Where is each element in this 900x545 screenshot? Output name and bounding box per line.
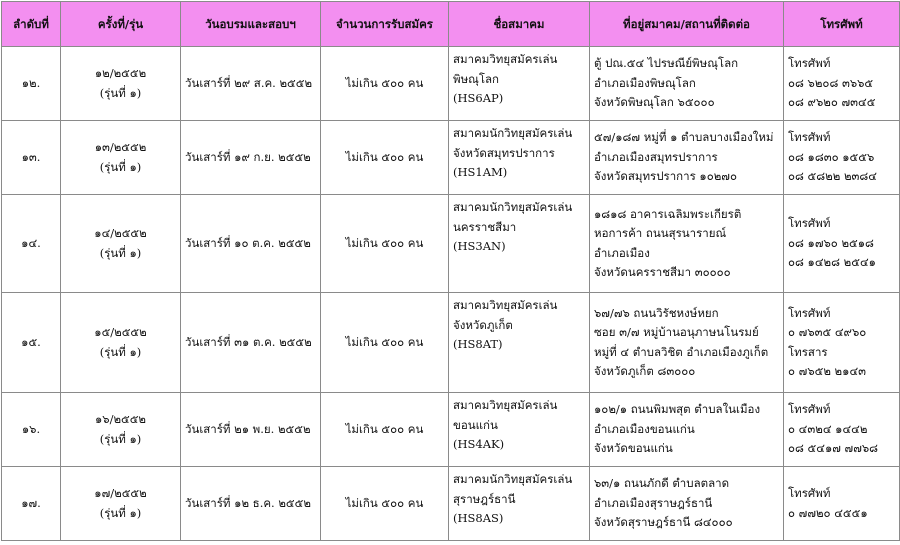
address-line: ๑๐๒/๑ ถนนพิมพสุต ตำบลในเมือง xyxy=(594,402,761,417)
address-line: จังหวัดพิษณุโลก ๖๕๐๐๐ xyxy=(594,95,715,110)
fax-number: ๐ ๗๖๕๒ ๒๑๔๓ xyxy=(788,364,867,378)
row-round xyxy=(61,467,181,541)
address-line: ๕๗/๑๘๗ หมู่ที่ ๑ ตำบลบางเมืองใหม่ xyxy=(594,130,774,145)
table-row xyxy=(2,195,900,293)
association-line: ขอนแก่น xyxy=(453,417,498,432)
association-line: พิษณุโลก xyxy=(453,71,500,86)
row-no: ๑๕. xyxy=(2,293,61,393)
phone-number: ๐๘ ๑๔๒๘ ๒๕๔๑ xyxy=(788,255,876,270)
row-phone xyxy=(784,393,900,467)
row-no: ๑๓. xyxy=(2,121,61,195)
fax-label: โทรสาร xyxy=(788,344,828,359)
address-line: จังหวัดสุราษฎร์ธานี ๘๔๐๐๐ xyxy=(594,515,733,530)
row-no: ๑๖. xyxy=(2,393,61,467)
header-capacity: จำนวนการรับสมัคร xyxy=(321,2,449,47)
header-association: ชื่อสมาคม xyxy=(449,2,590,47)
phone-label: โทรศัพท์ xyxy=(788,305,831,320)
association-callsign: (HS3AN) xyxy=(453,239,506,253)
association-line: สุราษฎร์ธานี xyxy=(453,491,516,506)
association-line: จังหวัดภูเก็ต xyxy=(453,317,513,332)
round-number: ๑๒/๒๕๕๒ xyxy=(94,66,147,80)
round-number: ๑๓/๒๕๕๒ xyxy=(94,140,147,154)
row-date: วันเสาร์ที่ ๑๐ ต.ค. ๒๕๕๒ xyxy=(181,195,321,293)
address-line: อำเภอเมือง xyxy=(594,245,650,260)
round-batch: (รุ่นที่ ๑) xyxy=(99,245,142,260)
row-capacity: ไม่เกิน ๕๐๐ คน xyxy=(321,47,449,121)
row-round xyxy=(61,47,181,121)
address-line: จังหวัดขอนแก่น xyxy=(594,441,673,456)
row-round xyxy=(61,195,181,293)
header-round: ครั้งที่/รุ่น xyxy=(61,2,181,47)
row-association xyxy=(449,293,590,393)
address-line: อำเภอเมืองพิษณุโลก xyxy=(594,75,696,90)
address-line: ๑๘๑๘ อาคารเฉลิมพระเกียรติ xyxy=(594,206,742,221)
row-association xyxy=(449,121,590,195)
phone-label: โทรศัพท์ xyxy=(788,216,831,231)
table-row xyxy=(2,393,900,467)
phone-number: ๐ ๔๓๒๔ ๑๔๔๒ xyxy=(788,421,868,436)
round-batch: (รุ่นที่ ๑) xyxy=(99,431,142,446)
row-address xyxy=(590,467,784,541)
row-association xyxy=(449,393,590,467)
row-round xyxy=(61,293,181,393)
association-callsign: (HS8AT) xyxy=(453,337,503,351)
round-number: ๑๖/๒๕๕๒ xyxy=(94,412,147,426)
row-date: วันเสาร์ที่ ๒๙ ส.ค. ๒๕๕๒ xyxy=(181,47,321,121)
address-line: จังหวัดสมุทรปราการ ๑๐๒๗๐ xyxy=(594,169,737,184)
phone-number: ๐๘ ๑๘๓๐ ๑๕๕๖ xyxy=(788,149,875,164)
row-no: ๑๗. xyxy=(2,467,61,541)
row-address xyxy=(590,195,784,293)
row-date: วันเสาร์ที่ ๑๒ ธ.ค. ๒๕๕๒ xyxy=(181,467,321,541)
registration-table xyxy=(1,1,900,541)
row-capacity: ไม่เกิน ๕๐๐ คน xyxy=(321,467,449,541)
phone-number: ๐๘ ๕๔๑๗ ๗๗๖๘ xyxy=(788,441,879,456)
association-line: นครราชสีมา xyxy=(453,219,517,234)
address-line: อำเภอเมืองสมุทรปราการ xyxy=(594,149,718,164)
phone-label: โทรศัพท์ xyxy=(788,130,831,145)
row-phone xyxy=(784,293,900,393)
table-row xyxy=(2,47,900,121)
round-batch: (รุ่นที่ ๑) xyxy=(99,85,142,100)
association-line: จังหวัดสมุทรปราการ xyxy=(453,145,555,160)
association-callsign: (HS4AK) xyxy=(453,437,505,451)
header-address: ที่อยู่สมาคม/สถานที่ติดต่อ xyxy=(590,2,784,47)
row-capacity: ไม่เกิน ๕๐๐ คน xyxy=(321,293,449,393)
association-line: สมาคมนักวิทยุสมัครเล่น xyxy=(453,126,573,140)
phone-label: โทรศัพท์ xyxy=(788,402,831,417)
phone-number: ๐๘ ๙๖๒๐ ๗๓๔๕ xyxy=(788,95,876,110)
address-line: หอการค้า ถนนสุรนารายณ์ xyxy=(594,226,727,240)
header-row xyxy=(2,2,900,47)
association-line: สมาคมวิทยุสมัครเล่น xyxy=(453,52,558,66)
row-address xyxy=(590,293,784,393)
round-number: ๑๕/๒๕๕๒ xyxy=(94,325,147,339)
association-line: สมาคมนักวิทยุสมัครเล่น xyxy=(453,200,573,214)
phone-number: ๐๘ ๖๒๐๘ ๓๖๖๕ xyxy=(788,75,874,90)
row-address xyxy=(590,393,784,467)
header-date: วันอบรมและสอบฯ xyxy=(181,2,321,47)
row-phone xyxy=(784,195,900,293)
association-line: สมาคมนักวิทยุสมัครเล่น xyxy=(453,472,573,486)
row-date: วันเสาร์ที่ ๓๑ ต.ค. ๒๕๕๒ xyxy=(181,293,321,393)
row-capacity: ไม่เกิน ๕๐๐ คน xyxy=(321,393,449,467)
row-no: ๑๔. xyxy=(2,195,61,293)
address-line: ๖๗/๗๖ ถนนวิรัชหงษ์หยก xyxy=(594,305,719,320)
row-round xyxy=(61,121,181,195)
header-no: ลำดับที่ xyxy=(2,2,61,47)
round-batch: (รุ่นที่ ๑) xyxy=(99,344,142,359)
row-address xyxy=(590,47,784,121)
round-batch: (รุ่นที่ ๑) xyxy=(99,159,142,174)
address-line: อำเภอเมืองขอนแก่น xyxy=(594,421,695,436)
row-phone xyxy=(784,467,900,541)
phone-number: ๐ ๗๖๓๕ ๔๙๖๐ xyxy=(788,325,867,339)
phone-number: ๐๘ ๕๘๒๒ ๒๓๘๔ xyxy=(788,169,877,184)
row-phone xyxy=(784,121,900,195)
row-capacity: ไม่เกิน ๕๐๐ คน xyxy=(321,195,449,293)
round-batch: (รุ่นที่ ๑) xyxy=(99,505,142,520)
phone-number: ๐๘ ๑๗๖๐ ๒๕๑๘ xyxy=(788,235,874,250)
round-number: ๑๔/๒๕๕๒ xyxy=(94,226,147,240)
row-address xyxy=(590,121,784,195)
row-round xyxy=(61,393,181,467)
phone-number: ๐ ๗๗๒๐ ๔๕๕๑ xyxy=(788,505,868,520)
address-line: ซอย ๓/๗ หมู่บ้านอนุภาษนโนรมย์ xyxy=(594,325,759,339)
table-row xyxy=(2,293,900,393)
row-association xyxy=(449,47,590,121)
association-callsign: (HS1AM) xyxy=(453,165,508,179)
address-line: จังหวัดภูเก็ต ๘๓๐๐๐ xyxy=(594,364,696,378)
row-no: ๑๒. xyxy=(2,47,61,121)
association-line: สมาคมวิทยุสมัครเล่น xyxy=(453,398,558,412)
association-callsign: (HS6AP) xyxy=(453,91,504,105)
table-row xyxy=(2,121,900,195)
row-capacity: ไม่เกิน ๕๐๐ คน xyxy=(321,121,449,195)
row-association xyxy=(449,195,590,293)
phone-label: โทรศัพท์ xyxy=(788,56,831,71)
row-date: วันเสาร์ที่ ๒๑ พ.ย. ๒๕๕๒ xyxy=(181,393,321,467)
association-line: สมาคมวิทยุสมัครเล่น xyxy=(453,298,558,312)
row-date: วันเสาร์ที่ ๑๙ ก.ย. ๒๕๕๒ xyxy=(181,121,321,195)
row-phone xyxy=(784,47,900,121)
row-association xyxy=(449,467,590,541)
address-line: ๖๓/๑ ถนนภักดี ตำบลตลาด xyxy=(594,476,730,491)
address-line: จังหวัดนครราชสีมา ๓๐๐๐๐ xyxy=(594,265,731,279)
address-line: อำเภอเมืองสุราษฎร์ธานี xyxy=(594,495,713,510)
address-line: ตู้ ปณ.๕๔ ไปรษณีย์พิษณุโลก xyxy=(594,56,739,71)
address-line: หมู่ที่ ๔ ตำบลวิชิต อำเภอเมืองภูเก็ต xyxy=(594,344,769,359)
table-row xyxy=(2,467,900,541)
association-callsign: (HS8AS) xyxy=(453,511,504,525)
phone-label: โทรศัพท์ xyxy=(788,486,831,500)
header-phone: โทรศัพท์ xyxy=(784,2,900,47)
round-number: ๑๗/๒๕๕๒ xyxy=(94,486,147,500)
